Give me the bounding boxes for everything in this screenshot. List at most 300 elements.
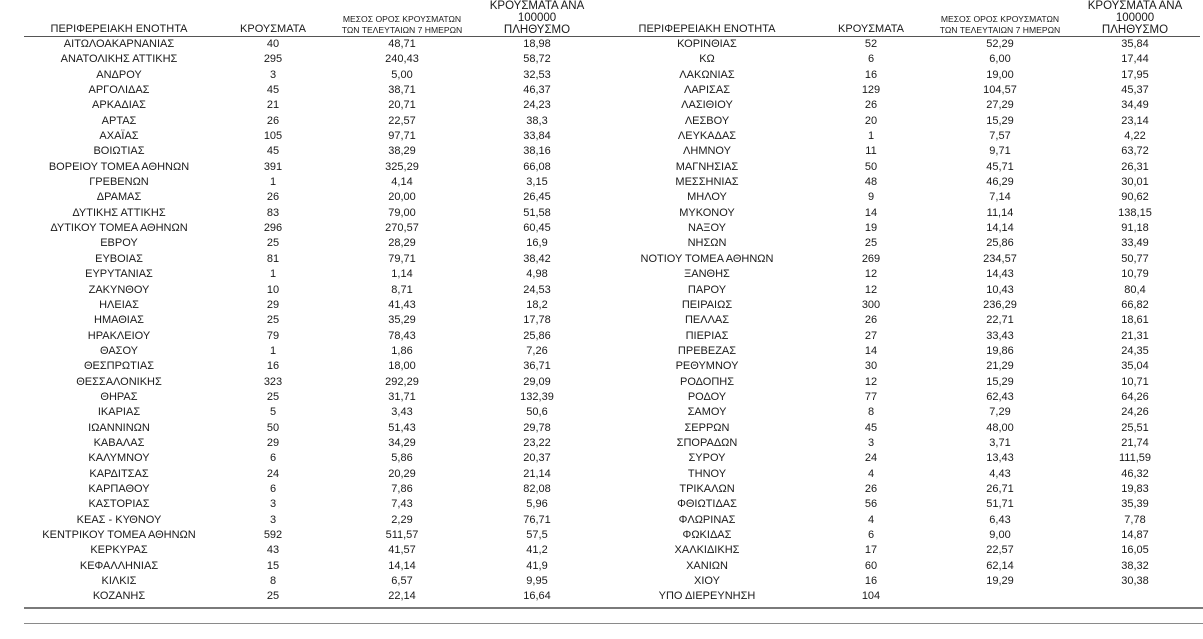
avg7-cell: 41,43	[388, 298, 416, 311]
region-cell: ΚΑΡΔΙΤΣΑΣ	[89, 467, 149, 480]
avg7-cell: 234,57	[983, 252, 1017, 265]
table-row	[24, 283, 602, 298]
table-row	[602, 513, 1200, 528]
table-row	[24, 267, 602, 282]
cases-cell: 9	[867, 191, 875, 204]
cases-cell: 17	[864, 544, 878, 557]
header-per100k-line1: ΚΡΟΥΣΜΑΤΑ ΑΝΑ 100000	[1087, 0, 1183, 24]
region-cell: ΥΠΟ ΔΙΕΡΕΥΝΗΣΗ	[658, 590, 756, 603]
cases-cell: 6	[867, 53, 875, 66]
table-row	[602, 68, 1200, 83]
table-row	[602, 221, 1200, 236]
per100k-cell: 138,15	[1118, 206, 1152, 219]
region-cell: ΞΑΝΘΗΣ	[684, 268, 730, 281]
cases-cell: 105	[263, 130, 283, 143]
avg7-cell: 7,29	[989, 406, 1011, 419]
table-row	[24, 190, 602, 205]
cases-cell: 45	[266, 84, 280, 97]
table-row	[602, 252, 1200, 267]
table-row	[24, 236, 602, 251]
cases-cell: 12	[864, 283, 878, 296]
region-cell: ΧΙΟΥ	[694, 575, 720, 588]
avg7-cell: 34,29	[388, 436, 416, 449]
per100k-cell: 7,26	[526, 344, 548, 357]
cases-cell: 6	[269, 482, 277, 495]
avg7-cell: 1,86	[391, 344, 413, 357]
cases-cell: 24	[864, 452, 878, 465]
table-row	[24, 144, 602, 159]
table-row	[24, 52, 602, 67]
region-cell: ΘΑΣΟΥ	[99, 344, 139, 357]
cases-cell: 77	[864, 390, 878, 403]
table-row	[602, 298, 1200, 313]
region-cell: ΛΑΡΙΣΑΣ	[683, 84, 730, 97]
region-cell: ΑΡΤΑΣ	[101, 114, 137, 127]
avg7-cell: 48,71	[388, 38, 416, 50]
per100k-cell: 21,14	[523, 467, 551, 480]
header-avg7-line1: ΜΕΣΟΣ ΟΡΟΣ ΚΡΟΥΣΜΑΤΩΝ	[342, 14, 462, 24]
table-row	[24, 543, 602, 558]
avg7-cell: 511,57	[385, 529, 419, 541]
per100k-cell: 36,71	[523, 360, 551, 373]
avg7-cell: 51,71	[986, 498, 1014, 511]
avg7-cell: 21,29	[986, 360, 1014, 373]
cases-cell: 323	[263, 375, 283, 388]
avg7-cell: 11,14	[986, 206, 1014, 219]
region-cell: ΦΘΙΩΤΙΔΑΣ	[677, 498, 737, 511]
per100k-cell: 90,62	[1121, 191, 1149, 204]
avg7-cell: 6,00	[989, 53, 1011, 66]
table-row	[24, 129, 602, 144]
avg7-cell	[930, 589, 1070, 604]
per100k-cell: 76,71	[523, 513, 551, 526]
table-row	[602, 574, 1200, 589]
table-row	[602, 190, 1200, 205]
per100k-cell: 29,78	[523, 421, 551, 434]
avg7-cell: 62,43	[986, 390, 1014, 403]
cases-cell: 29	[266, 298, 280, 311]
table-row	[24, 589, 602, 604]
avg7-cell: 7,43	[391, 498, 413, 511]
per100k-cell: 20,37	[523, 452, 551, 465]
per100k-cell: 3,15	[526, 176, 548, 189]
avg7-cell: 6,57	[391, 575, 413, 588]
avg7-cell: 325,29	[385, 160, 419, 173]
avg7-cell: 8,71	[391, 283, 413, 296]
table-row	[24, 98, 602, 113]
avg7-cell: 46,29	[986, 176, 1014, 189]
region-cell: ΧΑΝΙΩΝ	[686, 559, 728, 572]
cases-cell: 21	[266, 99, 280, 112]
region-cell: ΦΛΩΡΙΝΑΣ	[678, 513, 736, 526]
avg7-cell: 10,43	[986, 283, 1014, 296]
region-cell: ΒΟΙΩΤΙΑΣ	[93, 145, 145, 158]
cases-cell: 24	[266, 467, 280, 480]
per100k-cell: 26,31	[1121, 160, 1149, 173]
per100k-cell: 38,32	[1121, 559, 1149, 572]
region-cell: ΤΡΙΚΑΛΩΝ	[679, 482, 735, 495]
cases-cell: 25	[266, 237, 280, 250]
avg7-cell: 14,14	[388, 559, 416, 572]
table-row	[24, 528, 602, 543]
avg7-cell: 79,71	[388, 252, 416, 265]
table-row	[602, 375, 1200, 390]
cases-cell: 26	[266, 191, 280, 204]
table-row	[602, 497, 1200, 512]
region-cell: ΦΩΚΙΔΑΣ	[682, 529, 732, 541]
cases-cell: 3	[269, 513, 277, 526]
table-row	[24, 206, 602, 221]
table-row	[24, 451, 602, 466]
per100k-cell: 18,98	[523, 38, 551, 50]
per100k-cell: 66,82	[1121, 298, 1149, 311]
table-row	[24, 497, 602, 512]
table-row	[602, 451, 1200, 466]
per100k-cell: 16,05	[1121, 544, 1149, 557]
region-cell: ΚΑΒΑΛΑΣ	[93, 436, 145, 449]
avg7-cell: 9,71	[989, 145, 1011, 158]
cases-cell: 45	[266, 145, 280, 158]
per100k-cell: 132,39	[520, 390, 554, 403]
table-row	[24, 83, 602, 98]
cases-cell: 10	[266, 283, 280, 296]
region-cell: ΗΜΑΘΙΑΣ	[94, 314, 144, 327]
region-cell: ΜΥΚΟΝΟΥ	[679, 206, 735, 219]
avg7-cell: 13,43	[986, 452, 1014, 465]
cases-cell: 3	[269, 68, 277, 81]
avg7-cell: 4,43	[989, 467, 1011, 480]
region-cell: ΣΑΜΟΥ	[687, 406, 727, 419]
cases-table-right	[602, 0, 1200, 605]
per100k-cell: 38,42	[523, 252, 551, 265]
cases-cell: 83	[266, 206, 280, 219]
table-row	[24, 175, 602, 190]
table-row	[24, 221, 602, 236]
cases-cell: 129	[861, 84, 881, 97]
table-row	[602, 52, 1200, 67]
per100k-cell: 21,31	[1121, 329, 1149, 342]
header-row	[602, 0, 1200, 37]
per100k-cell: 58,72	[523, 53, 551, 66]
per100k-cell	[1070, 589, 1200, 604]
avg7-cell: 14,43	[986, 268, 1014, 281]
per100k-cell: 23,14	[1121, 114, 1149, 127]
header-region: ΠΕΡΙΦΕΡΕΙΑΚΗ ΕΝΟΤΗΤΑ	[50, 23, 188, 35]
per100k-cell: 38,16	[523, 145, 551, 158]
per100k-cell: 33,84	[523, 130, 551, 143]
per100k-cell: 24,23	[523, 99, 551, 112]
region-cell: ΚΕΑΣ - ΚΥΘΝΟΥ	[76, 513, 162, 526]
per100k-cell: 51,58	[523, 206, 551, 219]
cases-cell: 50	[266, 421, 280, 434]
cases-cell: 26	[266, 114, 280, 127]
per100k-cell: 66,08	[523, 160, 551, 173]
table-row	[602, 467, 1200, 482]
avg7-cell: 104,57	[983, 84, 1017, 97]
per100k-cell: 17,95	[1121, 68, 1149, 81]
avg7-cell: 19,00	[986, 68, 1014, 81]
avg7-cell: 1,14	[391, 268, 413, 281]
per100k-cell: 19,83	[1121, 482, 1149, 495]
avg7-cell: 15,29	[986, 375, 1014, 388]
cases-cell: 592	[263, 529, 283, 541]
region-cell: ΗΛΕΙΑΣ	[99, 298, 139, 311]
avg7-cell: 79,00	[388, 206, 416, 219]
avg7-cell: 20,00	[388, 191, 416, 204]
per100k-cell: 46,32	[1121, 467, 1149, 480]
region-cell: ΝΑΞΟΥ	[688, 222, 726, 235]
cases-cell: 16	[864, 575, 878, 588]
avg7-cell: 33,43	[986, 329, 1014, 342]
avg7-cell: 270,57	[385, 222, 419, 235]
region-cell: ΚΟΡΙΝΘΙΑΣ	[677, 38, 737, 50]
per100k-cell: 30,38	[1121, 575, 1149, 588]
region-cell: ΘΗΡΑΣ	[100, 390, 138, 403]
cases-cell: 296	[263, 222, 283, 235]
per100k-cell: 24,35	[1121, 344, 1149, 357]
header-per100k-line2: ΠΛΗΘΥΣΜΟ	[1101, 24, 1169, 36]
region-cell: ΙΩΑΝΝΙΝΩΝ	[88, 421, 150, 434]
per100k-cell: 16,64	[523, 590, 551, 603]
per100k-cell: 9,95	[526, 575, 548, 588]
table-row	[24, 114, 602, 129]
table-row	[602, 390, 1200, 405]
table-row	[24, 359, 602, 374]
per100k-cell: 14,87	[1121, 529, 1149, 541]
cases-cell: 19	[864, 222, 878, 235]
cases-cell: 8	[269, 575, 277, 588]
cases-cell: 50	[864, 160, 878, 173]
table-row	[24, 467, 602, 482]
avg7-cell: 51,43	[388, 421, 416, 434]
per100k-cell: 17,78	[523, 314, 551, 327]
cases-cell: 391	[263, 160, 283, 173]
avg7-cell: 5,00	[391, 68, 413, 81]
header-avg7	[332, 0, 472, 37]
table-row	[602, 589, 1200, 604]
per100k-cell: 82,08	[523, 482, 551, 495]
header-row	[24, 0, 602, 37]
cases-cell: 26	[864, 314, 878, 327]
table-row	[24, 344, 602, 359]
cases-cell: 43	[266, 544, 280, 557]
region-cell: ΠΡΕΒΕΖΑΣ	[677, 344, 737, 357]
region-cell: ΔΥΤΙΚΗΣ ΑΤΤΙΚΗΣ	[72, 206, 166, 219]
cases-table-left	[24, 0, 602, 605]
cases-cell: 45	[864, 421, 878, 434]
avg7-cell: 3,43	[391, 406, 413, 419]
region-cell: ΜΑΓΝΗΣΙΑΣ	[675, 160, 739, 173]
avg7-cell: 4,14	[391, 176, 413, 189]
table-row	[602, 329, 1200, 344]
region-cell: ΝΟΤΙΟΥ ΤΟΜΕΑ ΑΘΗΝΩΝ	[640, 252, 774, 265]
region-cell: ΧΑΛΚΙΔΙΚΗΣ	[674, 544, 740, 557]
per100k-cell: 10,79	[1121, 268, 1149, 281]
region-cell: ΣΥΡΟΥ	[688, 452, 726, 465]
per100k-cell: 18,2	[526, 298, 548, 311]
region-cell: ΘΕΣΠΡΩΤΙΑΣ	[83, 360, 155, 373]
per100k-cell: 57,5	[526, 529, 548, 541]
region-cell: ΜΕΣΣΗΝΙΑΣ	[675, 176, 739, 189]
region-cell: ΡΟΔΟΠΗΣ	[679, 375, 735, 388]
table-row	[24, 329, 602, 344]
avg7-cell: 7,86	[391, 482, 413, 495]
per100k-cell: 25,86	[523, 329, 551, 342]
per100k-cell: 26,45	[523, 191, 551, 204]
table-row	[24, 390, 602, 405]
region-cell: ΑΝΑΤΟΛΙΚΗΣ ΑΤΤΙΚΗΣ	[60, 53, 178, 66]
cases-cell: 25	[266, 590, 280, 603]
per100k-cell: 32,53	[523, 68, 551, 81]
table-row	[24, 375, 602, 390]
table-row	[602, 160, 1200, 175]
avg7-cell: 22,14	[388, 590, 416, 603]
per100k-cell: 16,9	[526, 237, 548, 250]
region-cell: ΜΗΛΟΥ	[687, 191, 727, 204]
avg7-cell: 292,29	[385, 375, 419, 388]
table-row	[602, 344, 1200, 359]
table-row	[24, 513, 602, 528]
header-per100k-line2: ΠΛΗΘΥΣΜΟ	[503, 24, 571, 36]
table-row	[602, 129, 1200, 144]
per100k-cell: 50,77	[1121, 252, 1149, 265]
avg7-cell: 97,71	[388, 130, 416, 143]
header-avg7-line2: ΤΩΝ ΤΕΛΕΥΤΑΙΩΝ 7 ΗΜΕΡΩΝ	[341, 25, 463, 35]
region-cell: ΠΕΙΡΑΙΩΣ	[681, 298, 733, 311]
avg7-cell: 7,57	[989, 130, 1011, 143]
region-cell: ΚΑΡΠΑΘΟΥ	[88, 482, 150, 495]
table-row	[602, 559, 1200, 574]
cases-cell: 48	[864, 176, 878, 189]
per100k-cell: 50,6	[526, 406, 548, 419]
per100k-cell: 10,71	[1121, 375, 1149, 388]
cases-cell: 27	[864, 329, 878, 342]
table-row	[602, 236, 1200, 251]
footer-divider	[24, 623, 1203, 624]
cases-cell: 8	[867, 406, 875, 419]
region-cell: ΚΟΖΑΝΗΣ	[92, 590, 146, 603]
per100k-cell: 111,59	[1118, 452, 1151, 465]
avg7-cell: 19,86	[986, 344, 1014, 357]
region-cell: ΡΟΔΟΥ	[687, 390, 727, 403]
table-row	[24, 37, 602, 53]
cases-cell: 5	[269, 406, 277, 419]
table-row	[602, 359, 1200, 374]
per100k-cell: 80,4	[1124, 283, 1146, 296]
region-cell: ΣΕΡΡΩΝ	[684, 421, 730, 434]
avg7-cell: 48,00	[986, 421, 1014, 434]
region-cell: ΠΙΕΡΙΑΣ	[685, 329, 729, 342]
cases-cell: 104	[861, 590, 881, 603]
per100k-cell: 91,18	[1121, 222, 1149, 235]
region-cell: ΔΥΤΙΚΟΥ ΤΟΜΕΑ ΑΘΗΝΩΝ	[50, 222, 188, 235]
region-cell: ΔΡΑΜΑΣ	[96, 191, 142, 204]
avg7-cell: 5,86	[391, 452, 413, 465]
avg7-cell: 240,43	[385, 53, 419, 66]
avg7-cell: 15,29	[986, 114, 1014, 127]
per100k-cell: 63,72	[1121, 145, 1149, 158]
right-table-section	[602, 0, 1200, 605]
avg7-cell: 52,29	[986, 38, 1014, 50]
header-per100k	[1070, 0, 1200, 37]
cases-cell: 16	[864, 68, 878, 81]
avg7-cell: 25,86	[986, 237, 1014, 250]
region-cell: ΠΕΛΛΑΣ	[684, 314, 730, 327]
avg7-cell: 62,14	[986, 559, 1014, 572]
table-row	[24, 436, 602, 451]
per100k-cell: 38,3	[526, 114, 548, 127]
cases-cell: 26	[864, 99, 878, 112]
avg7-cell: 45,71	[986, 160, 1014, 173]
region-cell: ΛΕΥΚΑΔΑΣ	[677, 130, 737, 143]
table-row	[24, 559, 602, 574]
avg7-cell: 22,57	[388, 114, 416, 127]
cases-cell: 79	[266, 329, 280, 342]
avg7-cell: 22,57	[986, 544, 1014, 557]
cases-cell: 15	[266, 559, 280, 572]
table-row	[602, 37, 1200, 53]
per100k-cell: 35,04	[1121, 360, 1149, 373]
region-cell: ΛΑΚΩΝΙΑΣ	[679, 68, 735, 81]
cases-cell: 26	[864, 482, 878, 495]
region-cell: ΤΗΝΟΥ	[687, 467, 727, 480]
region-cell: ΕΥΒΟΙΑΣ	[95, 252, 143, 265]
avg7-cell: 18,00	[388, 360, 416, 373]
avg7-cell: 31,71	[388, 390, 416, 403]
avg7-cell: 27,29	[986, 99, 1014, 112]
table-row	[24, 421, 602, 436]
table-row	[24, 298, 602, 313]
table-row	[602, 543, 1200, 558]
region-cell: ΚΕΝΤΡΙΚΟΥ ΤΟΜΕΑ ΑΘΗΝΩΝ	[42, 529, 196, 541]
table-row	[602, 405, 1200, 420]
per100k-cell: 41,9	[526, 559, 548, 572]
region-cell: ΚΙΛΚΙΣ	[101, 575, 137, 588]
cases-cell: 1	[867, 130, 875, 143]
table-row	[24, 574, 602, 589]
table-row	[602, 98, 1200, 113]
cases-cell: 269	[861, 252, 881, 265]
region-cell: ΑΧΑΪΑΣ	[99, 130, 139, 143]
per100k-cell: 4,22	[1124, 130, 1146, 143]
avg7-cell: 22,71	[986, 314, 1014, 327]
table-row	[602, 114, 1200, 129]
region-cell: ΙΚΑΡΙΑΣ	[97, 406, 141, 419]
table-row	[602, 482, 1200, 497]
cases-cell: 3	[867, 436, 875, 449]
table-row	[602, 206, 1200, 221]
avg7-cell: 38,71	[388, 84, 416, 97]
cases-cell: 14	[864, 206, 878, 219]
region-cell: ΓΡΕΒΕΝΩΝ	[89, 176, 149, 189]
cases-cell: 300	[861, 298, 881, 311]
avg7-cell: 78,43	[388, 329, 416, 342]
avg7-cell: 2,29	[391, 513, 413, 526]
region-cell: ΒΟΡΕΙΟΥ ΤΟΜΕΑ ΑΘΗΝΩΝ	[48, 160, 190, 173]
cases-cell: 1	[269, 344, 277, 357]
region-cell: ΛΗΜΝΟΥ	[683, 145, 731, 158]
avg7-cell: 7,14	[989, 191, 1011, 204]
per100k-cell: 23,22	[523, 436, 551, 449]
per100k-cell: 46,37	[523, 84, 551, 97]
header-cases: ΚΡΟΥΣΜΑΤΑ	[240, 23, 306, 35]
table-body-right	[602, 37, 1200, 605]
header-avg7-line1: ΜΕΣΟΣ ΟΡΟΣ ΚΡΟΥΣΜΑΤΩΝ	[940, 14, 1060, 24]
per100k-cell: 25,51	[1121, 421, 1149, 434]
region-cell: ΘΕΣΣΑΛΟΝΙΚΗΣ	[76, 375, 162, 388]
cases-cell: 11	[865, 145, 877, 158]
per100k-cell: 35,39	[1121, 498, 1149, 511]
